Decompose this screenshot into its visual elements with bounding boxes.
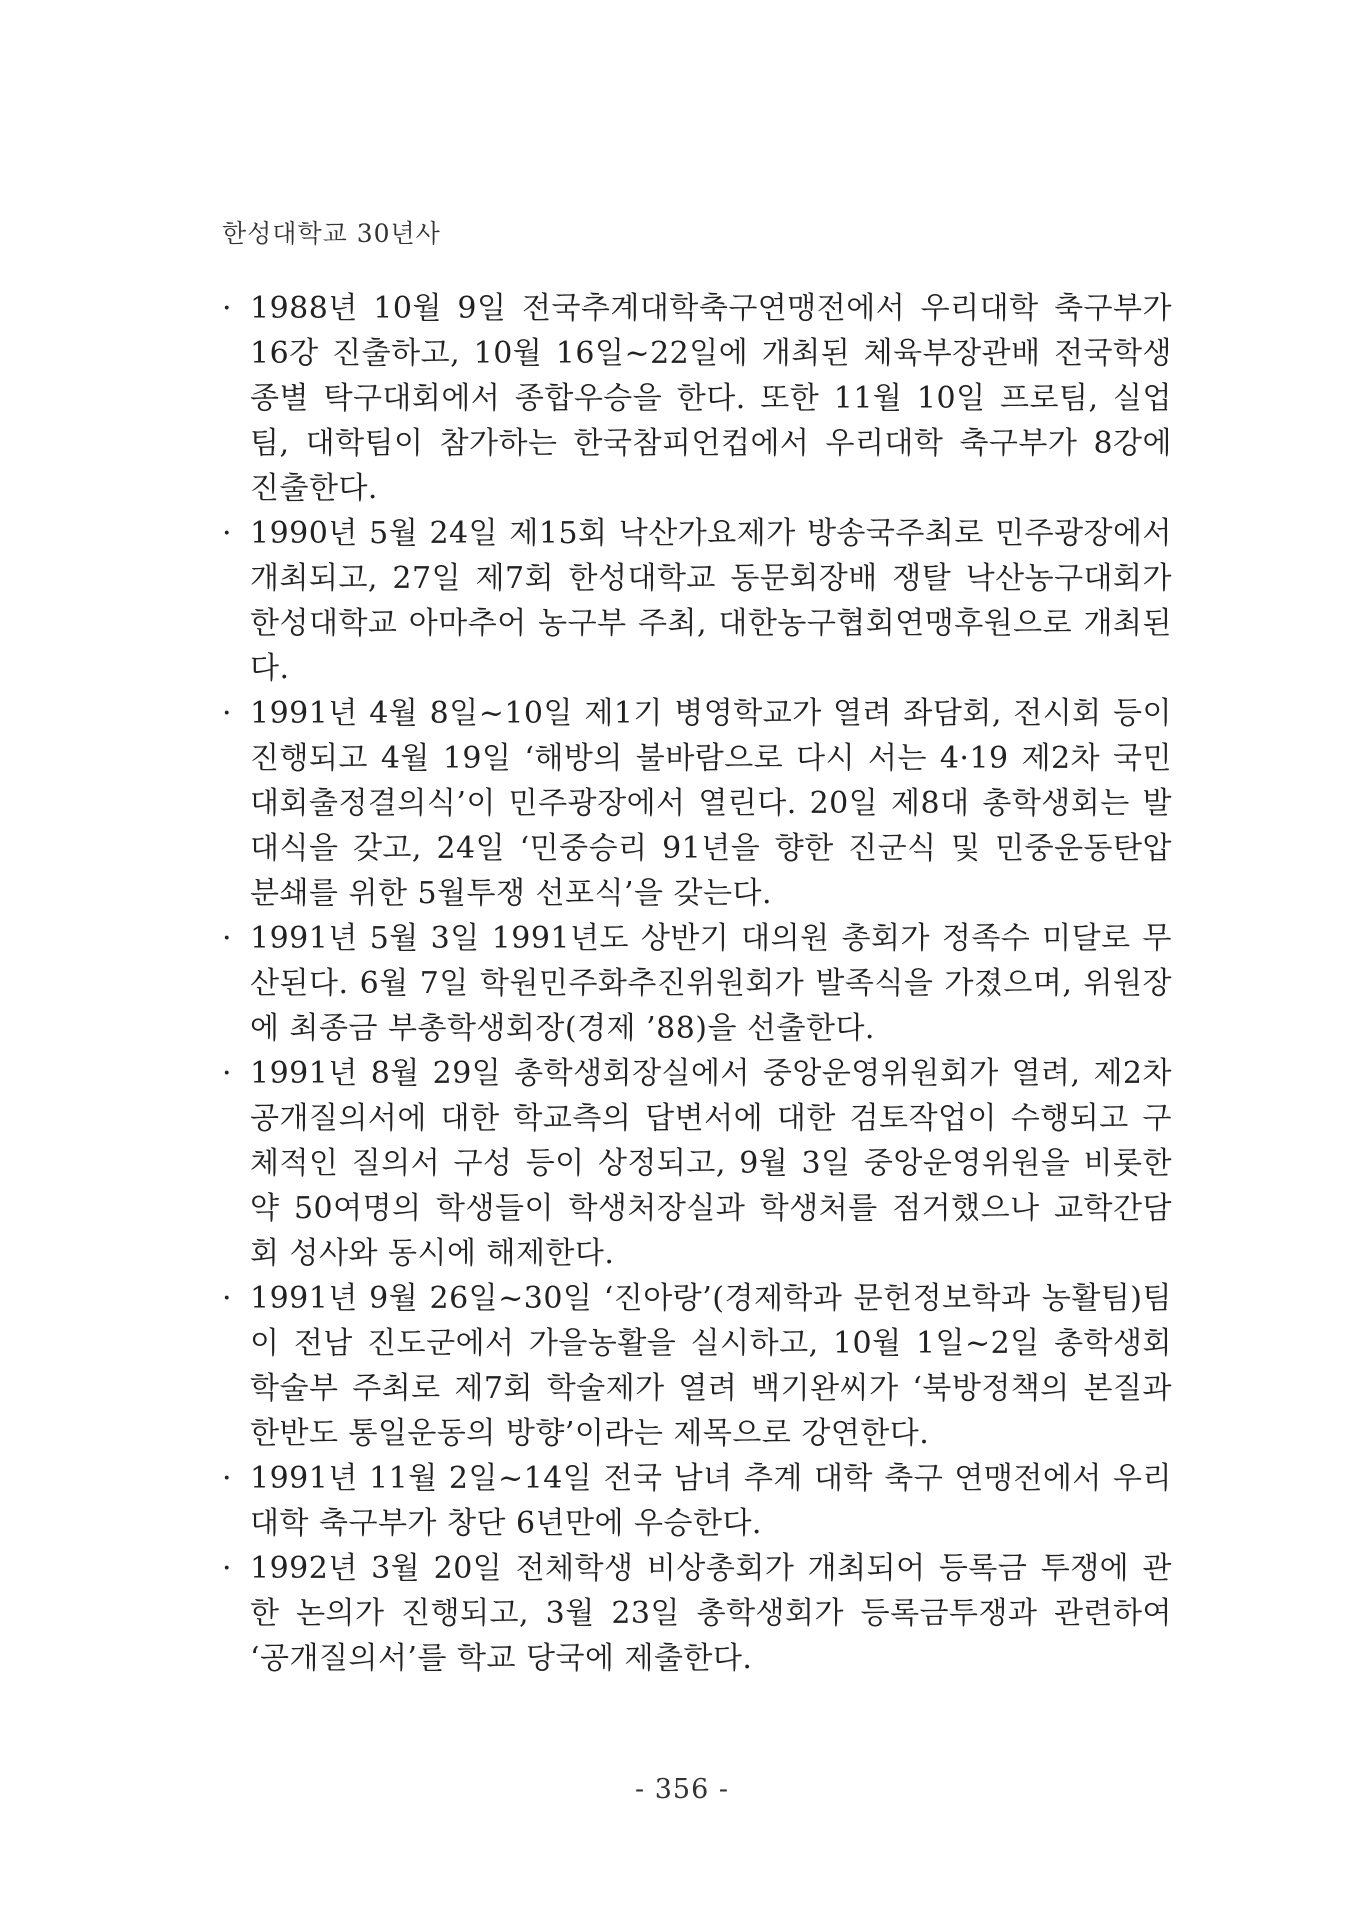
entry-text: 1991년 5월 3일 1991년도 상반기 대의원 총회가 정족수 미달로 무산된다. 6월 7일 학원민주화추진위원회가 발족식을 가졌으며, 위원장에 최종금 부총학생회장(경제 ’88)을 선출한다. [250,921,1172,1046]
bullet-icon: · [222,291,233,326]
running-header: 한성대학교 30년사 [222,219,441,248]
bullet-icon: · [222,1551,233,1586]
entry-text: 1991년 4월 8일~10일 제1기 병영학교가 열려 좌담회, 전시회 등이 진행되고 4월 19일 ‘해방의 불바람으로 다시 서는 4·19 제2차 국민대회출정결의식’이 민주광장에서 열린다. 20일 제8대 총학생회는 발대식을 갖고, 24일 ‘민중승리 91년을 향한 진군식 및 민중운동탄압 분쇄를 위한 5월투쟁 선포식’을 갖는다. [250,696,1172,911]
chronology-entry-1991-08 [222,1051,1172,1276]
entry-text: 1991년 9월 26일~30일 ‘진아랑’(경제학과 문헌정보학과 농활팀)팀이 전남 진도군에서 가을농활을 실시하고, 10월 1일~2일 총학생회 학술부 주최로 제7회 학술제가 열려 백기완씨가 ‘북방정책의 본질과 한반도 통일운동의 방향’이라는 제목으로 강연한다. [250,1281,1172,1451]
bullet-icon: · [222,1461,233,1496]
entry-text: 1990년 5월 24일 제15회 낙산가요제가 방송국주최로 민주광장에서 개최되고, 27일 제7회 한성대학교 동문회장배 쟁탈 낙산농구대회가 한성대학교 아마추어 농구부 주최, 대한농구협회연맹후원으로 개최된다. [250,516,1172,686]
chronology-entry-1991-11 [222,1456,1172,1546]
entry-text: 1991년 11월 2일~14일 전국 남녀 추계 대학 축구 연맹전에서 우리대학 축구부가 창단 6년만에 우승한다. [250,1461,1172,1541]
entry-text: 1988년 10월 9일 전국추계대학축구연맹전에서 우리대학 축구부가 16강 진출하고, 10월 16일~22일에 개최된 체육부장관배 전국학생종별 탁구대회에서 종합우승을 한다. 또한 11월 10일 프로팀, 실업팀, 대학팀이 참가하는 한국참피언컵에서 우리대학 축구부가 8강에 진출한다. [250,291,1172,506]
page-number: - 356 - [635,1774,729,1805]
chronology-entry-1990-05 [222,511,1172,691]
bullet-icon: · [222,1281,233,1316]
bullet-icon: · [222,1056,233,1091]
chronology-entry-1991-09 [222,1276,1172,1456]
bullet-icon: · [222,696,233,731]
entry-text: 1991년 8월 29일 총학생회장실에서 중앙운영위원회가 열려, 제2차 공개질의서에 대한 학교측의 답변서에 대한 검토작업이 수행되고 구체적인 질의서 구성 등이 상정되고, 9월 3일 중앙운영위원을 비롯한 약 50여명의 학생들이 학생처장실과 학생처를 점거했으나 교학간담회 성사와 동시에 해제한다. [250,1056,1172,1271]
entry-text: 1992년 3월 20일 전체학생 비상총회가 개최되어 등록금 투쟁에 관한 논의가 진행되고, 3월 23일 총학생회가 등록금투쟁과 관련하여 ‘공개질의서’를 학교 당국에 제출한다. [250,1551,1172,1676]
bullet-icon: · [222,921,233,956]
bullet-icon: · [222,516,233,551]
chronology-entry-1991-04 [222,691,1172,916]
chronology-entry-1988-10 [222,286,1172,511]
chronology-list [222,286,1172,1681]
chronology-entry-1991-05 [222,916,1172,1051]
chronology-entry-1992-03 [222,1546,1172,1681]
